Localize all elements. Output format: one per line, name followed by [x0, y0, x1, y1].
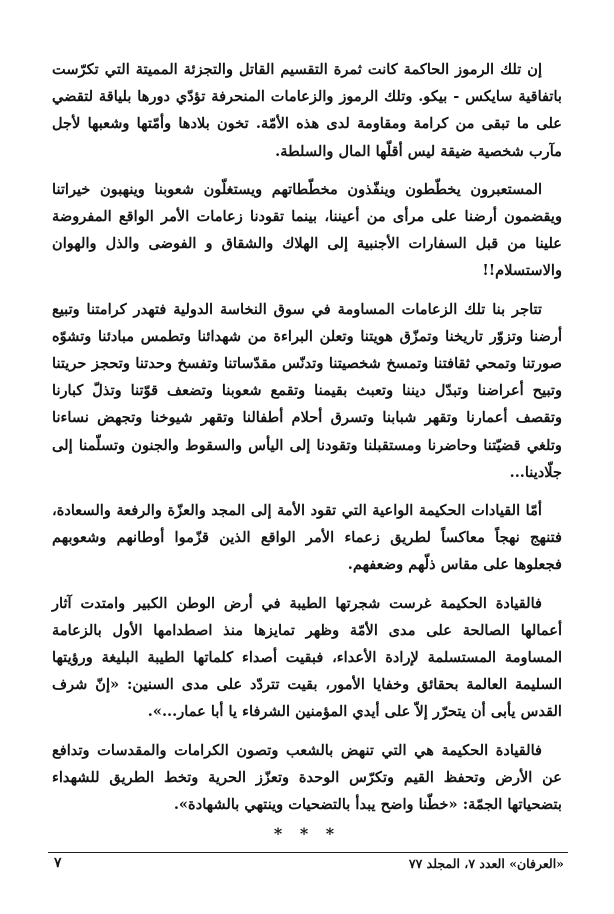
paragraph-5: فالقيادة الحكيمة غرست شجرتها الطيبة في أرض الوطن الكبير وامتدت آثار أعمالها الصالحة على مدى الأمّة وظهر تمايزها منذ اصطدامها الأول بالزعامة المساومة المستسلمة لإرادة الأعداء، فبقيت أصداء كلماتها الطيبة البليغة ورؤيتها السليمة العالمة بحقائق وخفايا الأمور، بقيت تتردّد على مدى السنين: «إنّ شرف القدس يأبى أن يتحرّر إلاّ على أيدي المؤمنين الشرفاء يا أبا عمار...».	[52, 594, 562, 721]
footer-divider	[48, 852, 568, 853]
paragraph-3: تتاجر بنا تلك الزعامات المساومة في سوق النخاسة الدولية فتهدر كرامتنا وتبيع أرضنا وتزوّر تاريخنا وتمزّق هويتنا وتعلن البراءة من شهدائنا وتطمس مبادئنا وتشوّه صورتنا وتمحي ثقافتنا وتمسخ شخصيتنا وتدنّس مقدّساتنا وتفسخ وحدتنا وتحجز حريتنا وتبيح أعراضنا وتبدّل ديننا وتعبث بقيمنا وتقمع شعوبنا وتضعف قوّتنا وتذلّ كبارنا وتقصف أعمارنا وتقهر شبابنا وتسرق أحلام أطفالنا وتقهر شيوخنا وتجهض نساءنا وتلغي قضيّتنا وحاضرنا ومستقبلنا وتقودنا إلى اليأس والسقوط والجنون وتسلّمنا إلى جلّادينا...	[52, 300, 562, 481]
running-footer-title: «العرفان» العدد ٧، المجلد ٧٧	[408, 856, 564, 871]
page-number: ٧	[54, 855, 62, 871]
article-body	[52, 56, 562, 829]
paragraph-4: أمّا القيادات الحكيمة الواعية التي تقود الأمة إلى المجد والعزّة والرفعة والسعادة، فتنهج نهجاً معاكساً لطريق زعماء الأمر الواقع الذين قزّموا أوطانهم وشعوبهم فجعلوها على مقاس ذلّهم وضعفهم.	[52, 502, 562, 574]
paragraph-2: المستعبرون يخطّطون وينفّذون مخطّطاتهم ويستغلّون شعوبنا وينهبون خيراتنا ويقضمون أرضنا على مرأى من أعيننا، بينما تقودنا زعامات الأمر الواقع المفروضة علينا من قبل السفارات الأجنبية إلى الهلاك والشقاق و الفوضى والذل والهوان والاستسلام!!	[52, 180, 562, 280]
paragraph-6: فالقيادة الحكيمة هي التي تنهض بالشعب وتصون الكرامات والمقدسات وتدافع عن الأرض وتحفظ القيم وتكرّس الوحدة وتعزّز الحرية وتخط الطريق للشهداء بتضحياتها الجمّة: «خطّنا واضح يبدأ بالتضحيات وينتهي بالشهادة».	[52, 741, 562, 814]
section-separator: * * *	[273, 824, 341, 843]
paragraph-1: إن تلك الرموز الحاكمة كانت ثمرة التقسيم القاتل والتجزئة المميتة التي تكرّست باتفاقية سايكس - بيكو. وتلك الرموز والزعامات المنحرفة تؤدّي دورها بلياقة لتقضي على ما تبقى من كرامة ومقاومة لدى هذه الأمّة. تخون بلادها وأمّتها وشعبها لأجل مآرب شخصية ضيقة ليس أقلّها المال والسلطة.	[52, 61, 562, 160]
